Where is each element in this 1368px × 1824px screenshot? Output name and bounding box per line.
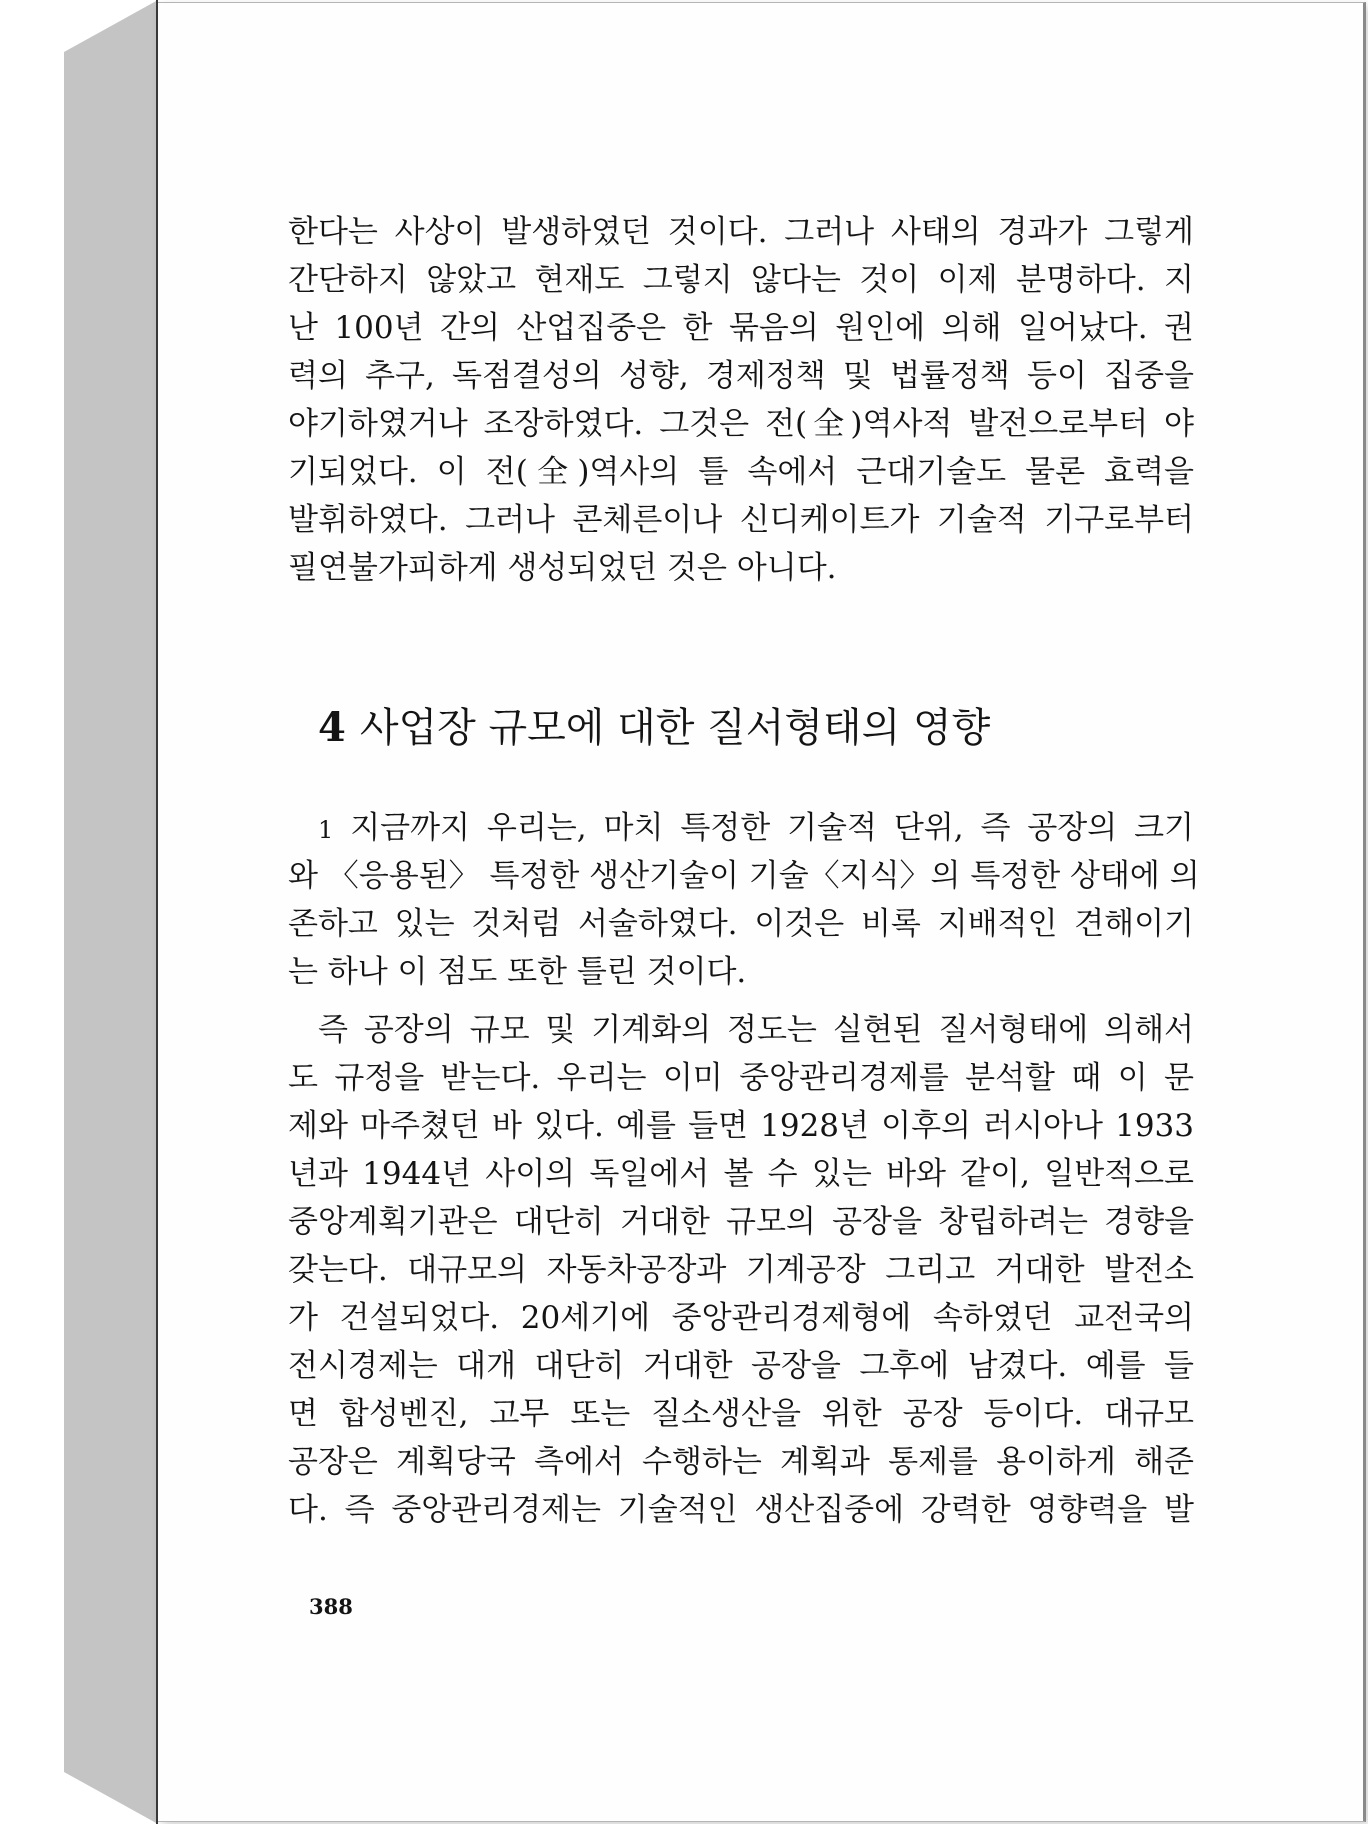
section-number: 4	[318, 704, 346, 751]
text-line: 도 규정을 받는다. 우리는 이미 중앙관리경제를 분석할 때 이 문	[288, 1060, 1194, 1096]
text-line: 발휘하였다. 그러나 콘체른이나 신디케이트가 기술적 기구로부터	[288, 502, 1194, 538]
text-line: 제와 마주쳤던 바 있다. 예를 들면 1928년 이후의 러시아나 1933	[288, 1108, 1194, 1144]
text-line: 공장은 계획당국 측에서 수행하는 계획과 통제를 용이하게 해준	[288, 1444, 1194, 1480]
text-line: 야기하였거나 조장하였다. 그것은 전(全)역사적 발전으로부터 야	[288, 406, 1194, 442]
text-line: 필연불가피하게 생성되었던 것은 아니다.	[288, 550, 837, 586]
text-line: 와 〈응용된〉 특정한 생산기술이 기술〈지식〉의 특정한 상태에 의	[288, 858, 1200, 894]
text-line: 전시경제는 대개 대단히 거대한 공장을 그후에 남겼다. 예를 들	[288, 1348, 1194, 1384]
text-line: 간단하지 않았고 현재도 그렇지 않다는 것이 이제 분명하다. 지	[288, 262, 1194, 298]
text-line	[288, 804, 1194, 852]
section-title: 사업장 규모에 대한 질서형태의 영향	[359, 705, 991, 751]
paragraph-1	[288, 804, 1200, 996]
text-line: 가 건설되었다. 20세기에 중앙관리경제형에 속하였던 교전국의	[288, 1300, 1194, 1336]
text-line: 력의 추구, 독점결성의 성향, 경제정책 및 법률정책 등이 집중을	[288, 358, 1194, 394]
text-line: 중앙계획기관은 대단히 거대한 규모의 공장을 창립하려는 경향을	[288, 1204, 1194, 1240]
text-line: 갖는다. 대규모의 자동차공장과 기계공장 그리고 거대한 발전소	[288, 1252, 1194, 1288]
page-number: 388	[309, 1594, 353, 1619]
text-line: 기되었다. 이 전(全)역사의 틀 속에서 근대기술도 물론 효력을	[288, 454, 1194, 490]
section-heading	[318, 698, 1194, 758]
text-line: 즉 공장의 규모 및 기계화의 정도는 실현된 질서형태에 의해서	[318, 1012, 1194, 1048]
book-spine	[64, 0, 158, 1824]
text-line: 존하고 있는 것처럼 서술하였다. 이것은 비록 지배적인 견해이기	[288, 906, 1194, 942]
paragraph-first-line: 지금까지 우리는, 마치 특정한 기술적 단위, 즉 공장의 크기	[350, 810, 1194, 846]
paragraph-2	[288, 1006, 1194, 1534]
text-line: 다. 즉 중앙관리경제는 기술적인 생산집중에 강력한 영향력을 발	[288, 1492, 1194, 1528]
intro-paragraph	[288, 208, 1194, 592]
text-line: 한다는 사상이 발생하였던 것이다. 그러나 사태의 경과가 그렇게	[288, 214, 1194, 250]
text-line: 난 100년 간의 산업집중은 한 묶음의 원인에 의해 일어났다. 권	[288, 310, 1194, 346]
text-line: 는 하나 이 점도 또한 틀린 것이다.	[288, 954, 747, 990]
paragraph-number: 1	[318, 816, 334, 844]
text-line: 년과 1944년 사이의 독일에서 볼 수 있는 바와 같이, 일반적으로	[288, 1156, 1194, 1192]
text-line: 면 합성벤진, 고무 또는 질소생산을 위한 공장 등이다. 대규모	[288, 1396, 1194, 1432]
